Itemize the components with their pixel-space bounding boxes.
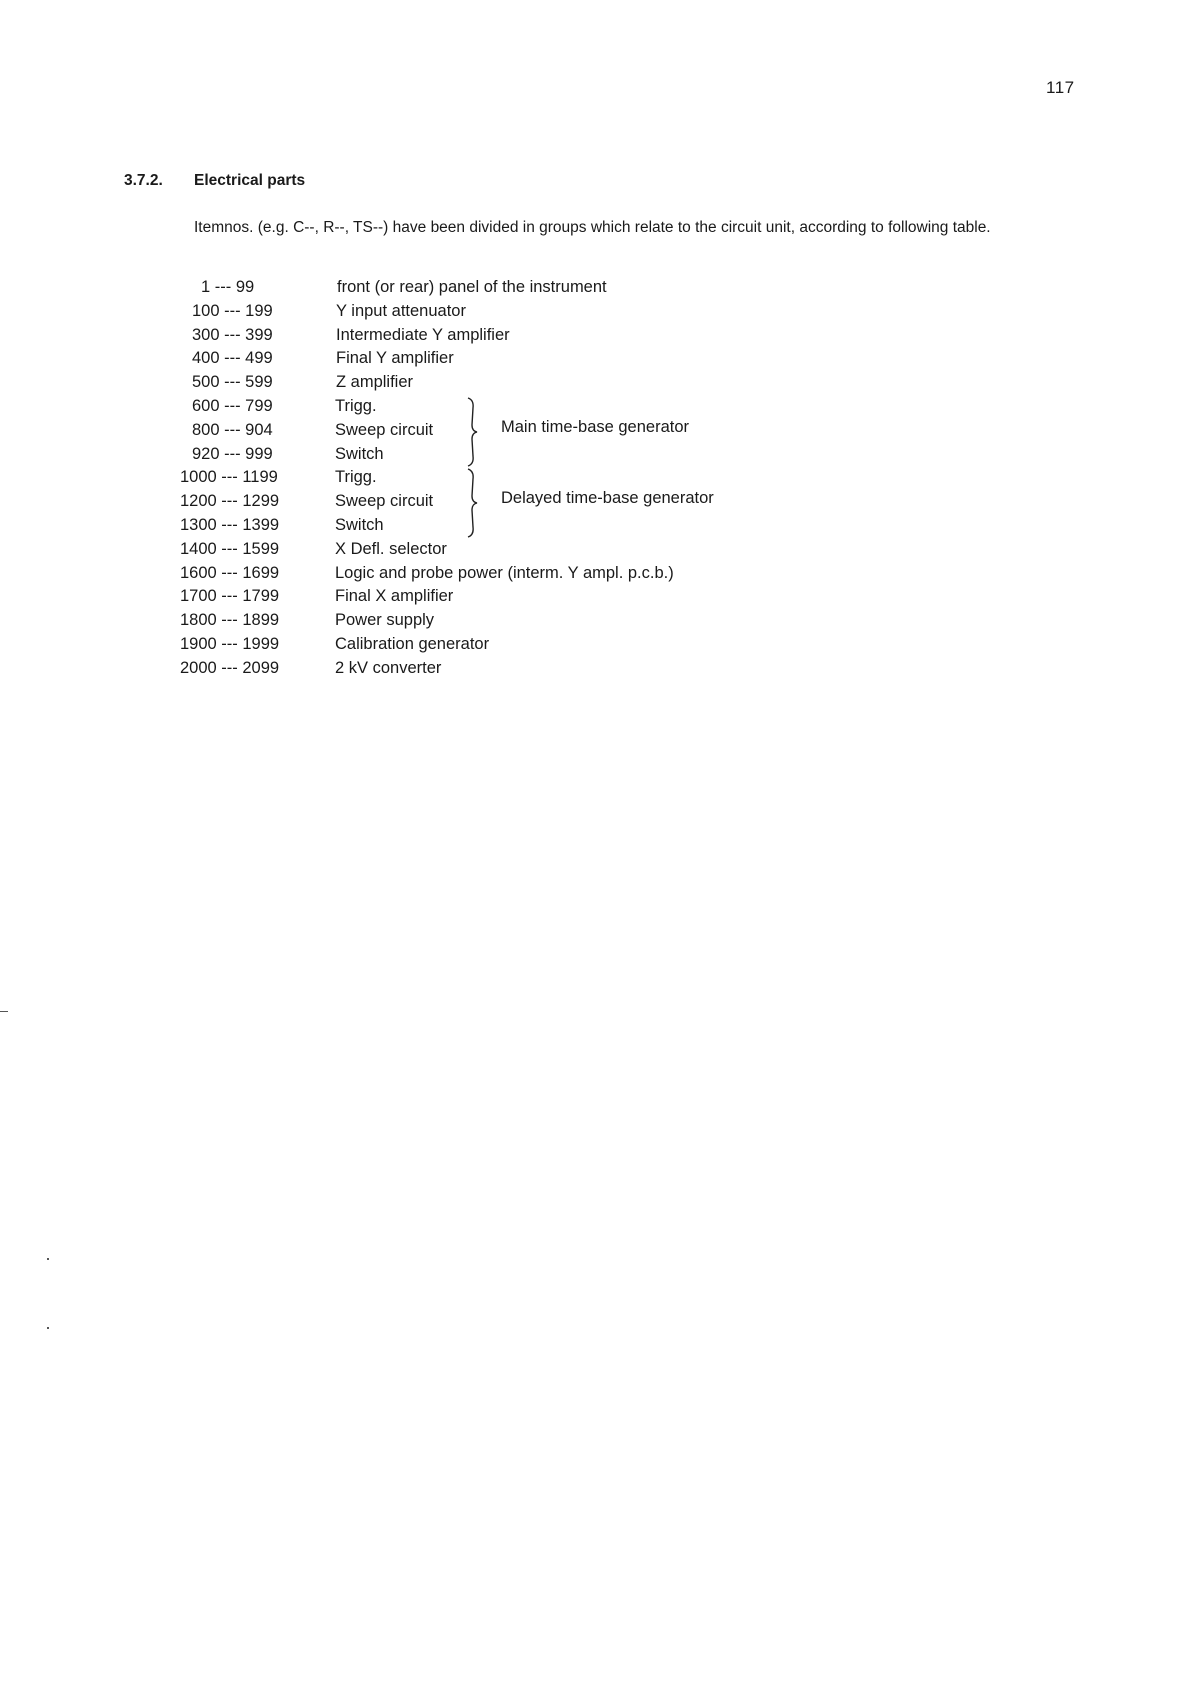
item-description: Trigg. [335, 468, 377, 487]
item-description: Trigg. [335, 396, 377, 415]
brace-icon [465, 396, 485, 467]
item-range: 1400 --- 1599 [180, 539, 280, 558]
item-description: Final X amplifier [335, 587, 454, 606]
item-description: Final Y amplifier [336, 349, 454, 368]
item-description: Calibration generator [335, 634, 490, 653]
item-description: Sweep circuit [335, 420, 434, 439]
item-description: 2 kV converter [335, 658, 442, 677]
scan-mark [47, 1327, 49, 1329]
group-label: Main time-base generator [501, 417, 690, 436]
item-description: Switch [335, 444, 384, 463]
intro-paragraph: Itemnos. (e.g. C--, R--, TS--) have been divided in groups which relate to the circuit unit, according to following table. [194, 219, 991, 236]
item-range: 1600 --- 1699 [180, 563, 280, 582]
item-range: 100 --- 199 [192, 301, 273, 320]
item-range: 300 --- 399 [192, 325, 273, 344]
group-label: Delayed time-base generator [501, 489, 714, 508]
section-number: 3.7.2. [124, 172, 163, 189]
item-description: Z amplifier [336, 373, 414, 392]
item-range: 2000 --- 2099 [180, 658, 280, 677]
item-description: Sweep circuit [335, 492, 434, 511]
item-range: 500 --- 599 [192, 373, 273, 392]
item-description: Switch [335, 515, 384, 534]
item-range: 800 --- 904 [192, 420, 273, 439]
item-description: Intermediate Y amplifier [336, 325, 510, 344]
item-range: 920 --- 999 [192, 444, 273, 463]
item-description: X Defl. selector [335, 539, 447, 558]
item-description: Logic and probe power (interm. Y ampl. p.c.b.) [335, 563, 674, 582]
scan-mark [0, 1011, 8, 1012]
item-range: 1 --- 99 [201, 278, 255, 296]
item-range: 1000 --- 1199 [180, 468, 278, 487]
item-range: 1800 --- 1899 [180, 611, 280, 630]
item-range: 1900 --- 1999 [180, 634, 280, 653]
item-range: 1300 --- 1399 [180, 515, 280, 534]
item-range: 1200 --- 1299 [180, 492, 280, 511]
brace-icon [465, 467, 485, 538]
item-range: 400 --- 499 [192, 349, 273, 368]
section-title: Electrical parts [194, 172, 306, 189]
page-number: 117 [1046, 78, 1075, 97]
item-description: front (or rear) panel of the instrument [337, 278, 607, 296]
scan-mark [47, 1258, 49, 1260]
item-description: Y input attenuator [336, 301, 466, 320]
item-range: 1700 --- 1799 [180, 587, 280, 606]
item-range: 600 --- 799 [192, 396, 273, 415]
item-description: Power supply [335, 611, 435, 630]
